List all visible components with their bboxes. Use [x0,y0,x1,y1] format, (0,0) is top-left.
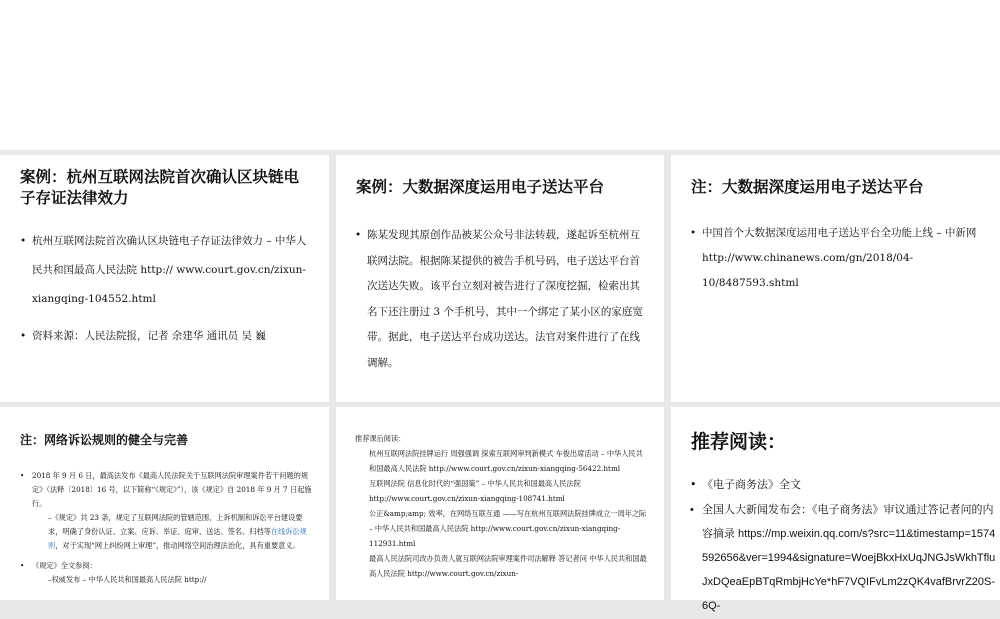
slide-thumbnail-3[interactable] [671,155,1000,402]
slide-title: 推荐阅读： [691,431,787,453]
reading-entry: 公正&amp;amp; 效率，在网络互联互通 ——写在杭州互联网法院挂牌成立一周年之际 – 中华人民共和国最高人民法院 http://www.court.gov.cn/zixun-xiangqing-112931.html [369,509,647,548]
list-item: • 中国首个大数据深度运用电子送达平台全功能上线 – 中新网 http://www.chinanews.com/gn/2018/04-10/8487593.shtml [690,221,992,296]
online-litigation-rules-link[interactable]: 在线诉讼规则 [48,527,307,550]
slide-thumbnail-2[interactable] [336,155,664,402]
slide-title: 注：网络诉讼规则的健全与完善 [20,433,189,447]
list-item [20,559,312,587]
slide-thumbnail-4[interactable] [0,407,329,600]
sub-item: –权威发布 – 中华人民共和国最高人民法院 http:// [48,575,207,584]
list-item: • 陈某发现其原创作品被某公众号非法转载，遂起诉至杭州互联网法院。根据陈某提供的被告手机号码，电子送达平台首次送达失败。该平台立刻对被告进行了深度挖掘，检索出其名下还注册过 3 个手机号，其中一个绑定了某小区的家庭宽带。据此，电子送达平台成功送达。法官对案件进行了在线调解。 [355,223,647,376]
bullet-list [355,223,647,376]
slide-thumbnail-6[interactable] [671,407,1000,612]
slide-thumbnail-5[interactable] [336,407,664,600]
reading-entry: 最高人民法院司改办负责人就互联网法院审理案件司法解释 答记者问 中华人民共和国最高人民法院 http://www.court.gov.cn/zixun- [369,554,647,578]
slide-thumbnail-1[interactable] [0,155,329,402]
list-item: • 全国人大新闻发布会：《电子商务法》审议通过答记者问的内容摘录 https://mp.weixin.qq.com/s?src=11&timestamp=1574592656&ver=1994&signature=WoejBkxHxUqJNGJsWkhTfluJxDQeaEpBTqRmbjHcYe*hF7VQIFvLm2zQK4vafBrvrZ20S-6Q- [690,498,996,618]
slide-title: 注：大数据深度运用电子送达平台 [691,178,924,196]
sub-item-text-a: –《规定》共 23 条，规定了互联网法院的管辖范围、上诉机制和诉讼平台建设要求，明确了身份认证、立案、应诉、举证、庭审、送达、签名、归档等 [48,513,303,536]
sub-item [32,511,312,553]
blank-top-area [0,0,1000,150]
item-text: 2018 年 9 月 6 日，最高法发布《最高人民法院关于互联网法院审理案件若干问题的规定》（法释〔2018〕16 号，以下简称“《规定》”），该《规定》自 2018 年 9 月 7 日起施行。 [32,471,312,508]
bullet-list [690,473,996,619]
list-item: • 资料来源：人民法院报，记者 余建华 通讯员 吴 巍 [20,322,312,351]
reading-list [355,431,647,581]
reading-entry: 杭州互联网法院挂牌运行 周强强调 探索互联网审判新模式 车俊出席活动 – 中华人民共和国最高人民法院 http://www.court.gov.cn/zixun-xiangqing-56422.html [369,449,643,473]
bullet-list [20,227,312,359]
reading-heading: 推荐课后阅读： [355,434,406,443]
sub-item-text-b: ，对于实现“网上纠纷网上审理”，推动网络空间治理法治化，具有重要意义。 [55,541,300,550]
reading-entry: 互联网法院 信息化时代的“强国策” – 中华人民共和国最高人民法院 http://www.court.gov.cn/zixun-xiangqing-108741.html [369,479,581,503]
list-item [20,469,312,553]
slide-title: 案例：杭州互联网法院首次确认区块链电子存证法律效力 [20,168,300,207]
slide-title: 案例：大数据深度运用电子送达平台 [356,178,605,196]
bullet-list [690,221,992,296]
item-text: 《规定》全文参阅： [32,561,97,570]
bullet-list [20,469,312,593]
list-item: • 《电子商务法》全文 [690,473,996,497]
list-item: • 杭州互联网法院首次确认区块链电子存证法律效力 – 中华人民共和国最高人民法院 http:// www.court.gov.cn/zixun-xiangqing-104552.html [20,227,312,314]
